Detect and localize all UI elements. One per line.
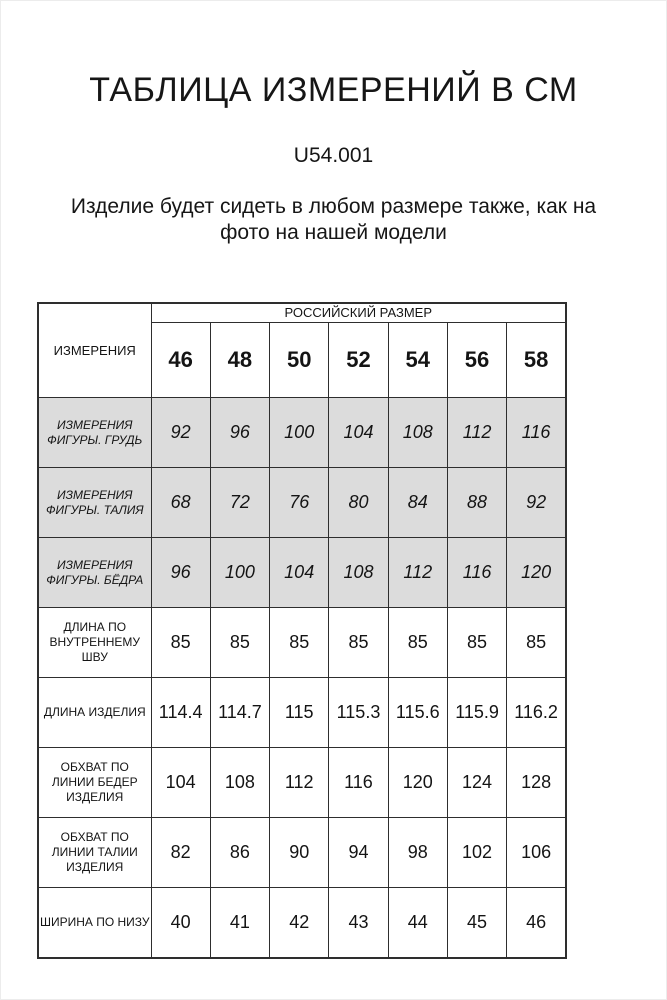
- cell-value: 85: [270, 608, 329, 678]
- row-label: ИЗМЕРЕНИЯ ФИГУРЫ. ТАЛИЯ: [38, 468, 151, 538]
- row-label: ОБХВАТ ПО ЛИНИИ БЕДЕР ИЗДЕЛИЯ: [38, 748, 151, 818]
- cell-value: 115.3: [329, 678, 388, 748]
- table-row: [38, 678, 566, 748]
- cell-value: 115.6: [388, 678, 447, 748]
- cell-value: 124: [447, 748, 506, 818]
- cell-value: 85: [507, 608, 566, 678]
- cell-value: 115: [270, 678, 329, 748]
- cell-value: 85: [151, 608, 210, 678]
- table-row: [38, 608, 566, 678]
- cell-value: 116: [329, 748, 388, 818]
- cell-value: 85: [210, 608, 269, 678]
- cell-value: 86: [210, 818, 269, 888]
- size-column-header: 52: [329, 323, 388, 398]
- cell-value: 108: [388, 398, 447, 468]
- cell-value: 88: [447, 468, 506, 538]
- cell-value: 85: [447, 608, 506, 678]
- cell-value: 120: [388, 748, 447, 818]
- cell-value: 41: [210, 888, 269, 958]
- table-header-band-row: [38, 303, 566, 323]
- cell-value: 40: [151, 888, 210, 958]
- cell-value: 43: [329, 888, 388, 958]
- size-column-header: 50: [270, 323, 329, 398]
- group-header: РОССИЙСКИЙ РАЗМЕР: [151, 303, 566, 323]
- cell-value: 106: [507, 818, 566, 888]
- cell-value: 84: [388, 468, 447, 538]
- cell-value: 96: [151, 538, 210, 608]
- cell-value: 96: [210, 398, 269, 468]
- cell-value: 114.7: [210, 678, 269, 748]
- cell-value: 100: [270, 398, 329, 468]
- cell-value: 108: [329, 538, 388, 608]
- cell-value: 112: [388, 538, 447, 608]
- cell-value: 116: [507, 398, 566, 468]
- cell-value: 94: [329, 818, 388, 888]
- table-row: [38, 398, 566, 468]
- cell-value: 90: [270, 818, 329, 888]
- size-column-header: 58: [507, 323, 566, 398]
- table-row: [38, 748, 566, 818]
- cell-value: 116.2: [507, 678, 566, 748]
- corner-header: ИЗМЕРЕНИЯ: [38, 303, 151, 398]
- cell-value: 115.9: [447, 678, 506, 748]
- size-column-header: 54: [388, 323, 447, 398]
- cell-value: 120: [507, 538, 566, 608]
- row-label: ОБХВАТ ПО ЛИНИИ ТАЛИИ ИЗДЕЛИЯ: [38, 818, 151, 888]
- cell-value: 45: [447, 888, 506, 958]
- fit-note-line: Изделие будет сидеть в любом размере также, как на: [70, 195, 597, 218]
- table-row: [38, 538, 566, 608]
- cell-value: 42: [270, 888, 329, 958]
- cell-value: 85: [329, 608, 388, 678]
- cell-value: 85: [388, 608, 447, 678]
- cell-value: 112: [447, 398, 506, 468]
- row-label: ДЛИНА ПО ВНУТРЕННЕМУ ШВУ: [38, 608, 151, 678]
- cell-value: 116: [447, 538, 506, 608]
- cell-value: 108: [210, 748, 269, 818]
- cell-value: 112: [270, 748, 329, 818]
- cell-value: 46: [507, 888, 566, 958]
- table-row: [38, 888, 566, 958]
- row-label: ДЛИНА ИЗДЕЛИЯ: [38, 678, 151, 748]
- row-label: ИЗМЕРЕНИЯ ФИГУРЫ. БЁДРА: [38, 538, 151, 608]
- table-row: [38, 818, 566, 888]
- table-row: [38, 468, 566, 538]
- cell-value: 114.4: [151, 678, 210, 748]
- cell-value: 102: [447, 818, 506, 888]
- cell-value: 104: [270, 538, 329, 608]
- cell-value: 98: [388, 818, 447, 888]
- fit-note-line: фото на нашей модели: [220, 221, 447, 244]
- size-column-header: 46: [151, 323, 210, 398]
- size-column-header: 48: [210, 323, 269, 398]
- page-title: ТАБЛИЦА ИЗМЕРЕНИЙ В СМ: [89, 71, 578, 109]
- row-label: ШИРИНА ПО НИЗУ: [38, 888, 151, 958]
- cell-value: 104: [329, 398, 388, 468]
- cell-value: 104: [151, 748, 210, 818]
- cell-value: 100: [210, 538, 269, 608]
- measurement-table: [37, 302, 567, 959]
- size-column-header: 56: [447, 323, 506, 398]
- cell-value: 128: [507, 748, 566, 818]
- cell-value: 92: [507, 468, 566, 538]
- model-code: U54.001: [293, 144, 374, 167]
- cell-value: 80: [329, 468, 388, 538]
- cell-value: 92: [151, 398, 210, 468]
- cell-value: 44: [388, 888, 447, 958]
- fit-note: [1, 194, 666, 246]
- row-label: ИЗМЕРЕНИЯ ФИГУРЫ. ГРУДЬ: [38, 398, 151, 468]
- cell-value: 82: [151, 818, 210, 888]
- cell-value: 68: [151, 468, 210, 538]
- cell-value: 72: [210, 468, 269, 538]
- cell-value: 76: [270, 468, 329, 538]
